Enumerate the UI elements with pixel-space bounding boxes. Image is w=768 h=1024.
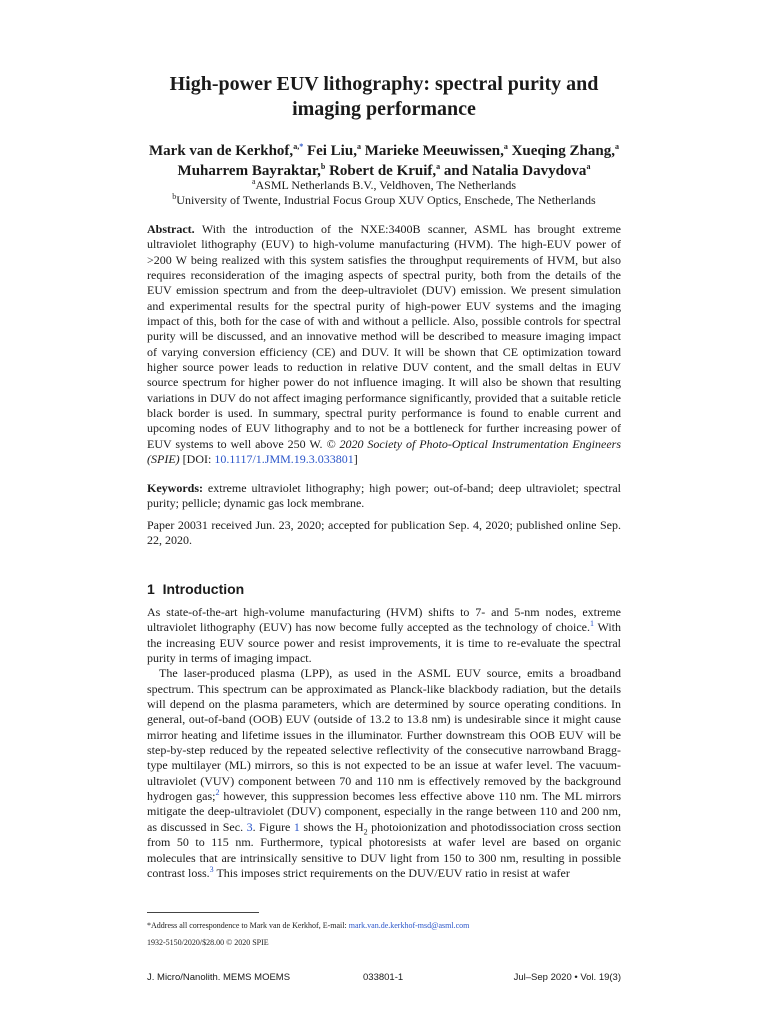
doi-link[interactable]: 10.1117/1.JMM.19.3.033801 [214, 452, 354, 467]
footnote-text: *Address all correspondence to Mark van de Kerkhof, E-mail: [147, 921, 349, 930]
affiliation-mark: a [436, 162, 441, 171]
affiliations [147, 178, 621, 208]
author-name: and Natalia Davydova [440, 163, 587, 179]
text-run: . Figure [252, 819, 294, 834]
affiliation-mark: a [251, 177, 256, 186]
author-name: Muharrem Bayraktar, [177, 163, 321, 179]
affiliation-mark: b [172, 192, 177, 201]
email-link[interactable]: mark.van.de.kerkhof-msd@asml.com [348, 921, 470, 930]
abstract [147, 222, 621, 468]
abstract-text: With the introduction of the NXE:3400B scanner, ASML has brought extreme ultraviolet lithography (EUV) to high-volume manufacturing (HVM). The high-EUV power of >200 W being realized with this system satisfies the throughput requirements of HVM, but also requires reconsideration of the imaging aspects of spectral purity, both from the details of the EUV emission spectrum and from the deep-ultraviolet (DUV) emission. We present simulation and experimental results for the spectral purity of high-power EUV systems and the imaging impact of this, both for the case of with and without a pellicle. Also, possible controls for spectral purity will be discussed, and an innovative method will be described to measure imaging impact of varying conversion efficiency (CE) and DUV. It will be shown that CE optimization toward higher source power leads to reduction in relative DUV content, and the small deltas in EUV source spectrum for higher power do not influence imaging. It will also be shown that resulting variations in DUV do not affect imaging performance significantly, provided that a suitable reticle black border is used. In summary, spectral purity performance is found to enable current and upcoming nodes of EUV lithography and to not be a bottleneck for further increasing power of EUV systems to well above 250 W. [147, 222, 621, 451]
footer-page-number: 033801-1 [363, 972, 404, 983]
doi-prefix: [DOI: [179, 452, 215, 467]
affiliation-a: ASML Netherlands B.V., Veldhoven, The Netherlands [255, 178, 517, 192]
text-run: The laser-produced plasma (LPP), as used in the ASML EUV source, emits a broadband spectrum. This spectrum can be approximated as Planck-like blackbody radiation, but the details will depend on the plasma parameters, which are determined by source operating conditions. In general, out-of-band (OOB) EUV (outside of 13.2 to 13.8 nm) is undesirable since it might cause mirror heating and lifetime issues in the illuminator. Further downstream this OOB EUV will be step-by-step reduced by the repeated selective reflectivity of the consecutive narrowband Bragg-type multilayer (ML) mirrors, so this is not expected to be an issue at wafer level. The vacuum-ultraviolet (VUV) component between 70 and 110 nm is effectively removed by the background hydrogen gas; [147, 666, 621, 804]
paper-title [147, 72, 621, 122]
section-number: 1 [147, 581, 155, 597]
reference-link[interactable]: 1 [589, 619, 594, 629]
keywords-label: Keywords: [147, 481, 203, 495]
affiliation-mark: a, [293, 142, 300, 151]
affiliation-mark: a [356, 142, 361, 151]
author-name: Robert de Kruif, [325, 163, 437, 179]
abstract-label: Abstract. [147, 222, 195, 236]
author-name: Mark van de Kerkhof, [149, 143, 294, 159]
section-heading [147, 580, 244, 598]
text-run: With the increasing EUV source power and resist improvements, it is time to re-evaluate the spectral purity in terms of imaging impact. [147, 620, 622, 666]
copyright-notice: © 2020 Society of Photo-Optical Instrumentation Engineers (SPIE) [147, 436, 621, 467]
correspondence-link[interactable]: * [299, 142, 304, 151]
author-name: Fei Liu, [303, 143, 357, 159]
footnote-divider [147, 912, 259, 913]
text-run: however, this suppression becomes less effective above 110 nm. The ML mirrors mitigate the deep-ultraviolet (DUV) component, especially in the range between 110 and 200 nm, as discussed in Sec. [147, 789, 621, 834]
footer-journal: J. Micro/Nanolith. MEMS MOEMS [147, 972, 291, 983]
paragraph [147, 666, 621, 881]
footnote [147, 920, 621, 932]
paragraph [147, 605, 621, 666]
footer-issue: Jul–Sep 2020 • Vol. 19(3) [513, 972, 621, 983]
keywords-text: extreme ultraviolet lithography; high power; out-of-band; deep ultraviolet; spectral purity; pellicle; dynamic gas lock membrane. [147, 481, 621, 511]
text-run: As state-of-the-art high-volume manufacturing (HVM) shifts to 7- and 5-nm nodes, extreme ultraviolet lithography (EUV) has now become fully accepted as the technology of choice. [147, 605, 621, 635]
section-link[interactable]: 3 [246, 819, 253, 834]
introduction-body [147, 605, 621, 881]
affiliation-mark: a [503, 142, 508, 151]
received-dates: Paper 20031 received Jun. 23, 2020; accepted for publication Sep. 4, 2020; published online Sep. 22, 2020. [147, 518, 621, 548]
affiliation-b: University of Twente, Industrial Focus Group XUV Optics, Enschede, The Netherlands [176, 193, 596, 207]
text-run: This imposes strict requirements on the DUV/EUV ratio in resist at wafer [213, 865, 570, 880]
text-run: shows the H [299, 819, 364, 834]
reference-link[interactable]: 3 [209, 864, 214, 874]
author-list [147, 141, 621, 181]
affiliation-mark: a [614, 142, 619, 151]
subscript: 2 [363, 827, 368, 837]
issn-line: 1932-5150/2020/$28.00 © 2020 SPIE [147, 938, 269, 947]
affiliation-mark: b [320, 162, 326, 171]
reference-link[interactable]: 2 [215, 788, 220, 798]
text-run: photoionization and photodissociation cross section from 50 to 115 nm. Furthermore, typical photoresists at wafer level are based on organic molecules that are intrinsically sensitive to DUV light from 150 to 300 nm, resulting in possible contrast loss. [147, 819, 621, 880]
title-line-1: High-power EUV lithography: spectral purity and [169, 73, 599, 95]
doi-suffix: ] [353, 452, 358, 467]
affiliation-mark: a [586, 162, 591, 171]
title-line-2: imaging performance [292, 98, 476, 120]
keywords [147, 481, 621, 512]
author-name: Xueqing Zhang, [507, 143, 615, 159]
author-name: Marieke Meeuwissen, [360, 143, 504, 159]
section-title: Introduction [162, 581, 245, 597]
figure-link[interactable]: 1 [293, 819, 300, 834]
